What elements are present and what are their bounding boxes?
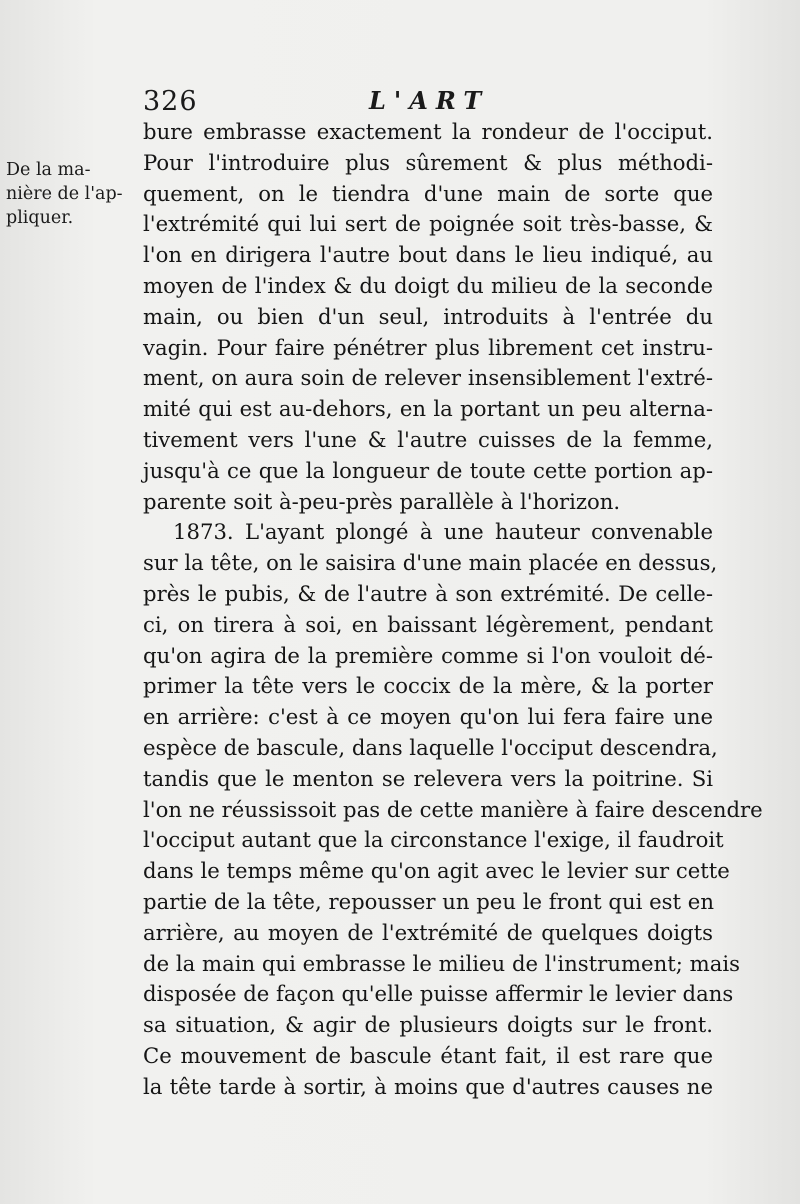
- margin-note-line: pliquer.: [6, 208, 74, 228]
- text-line: de la main qui embrasse le milieu de l'instrument; mais: [143, 950, 740, 976]
- text-line: l'occiput autant que la circonstance l'exige, il faudroit: [143, 827, 724, 853]
- margin-note-line: nière de l'ap-: [6, 184, 123, 204]
- paragraph-start-line: 1873. L'ayant plongé à une hauteur convenable: [173, 519, 713, 545]
- text-line: ci, on tirera à soi, en baissant légèrement, pendant: [143, 611, 713, 637]
- text-line: Ce mouvement de bascule étant fait, il est rare que: [143, 1042, 713, 1068]
- text-line: main, ou bien d'un seul, introduits à l'entrée du: [143, 303, 713, 329]
- text-line: parente soit à-peu-près parallèle à l'horizon.: [143, 488, 621, 514]
- text-line: en arrière: c'est à ce moyen qu'on lui fera faire une: [143, 704, 713, 730]
- page-number: 326: [143, 86, 198, 117]
- text-line: ment, on aura soin de relever insensiblement l'extré-: [143, 365, 713, 391]
- text-line: quement, on le tiendra d'une main de sorte que: [143, 180, 713, 206]
- text-line: bure embrasse exactement la rondeur de l'occiput.: [143, 119, 713, 144]
- text-line: mité qui est au-dehors, en la portant un peu alterna-: [143, 396, 713, 422]
- text-line: qu'on agira de la première comme si l'on vouloit dé-: [143, 642, 713, 668]
- margin-note: [6, 158, 148, 230]
- text-line: disposée de façon qu'elle puisse affermir le levier dans: [143, 981, 734, 1007]
- text-line: sur la tête, on le saisira d'une main placée en dessus,: [143, 550, 718, 576]
- body-text: [143, 117, 763, 1103]
- text-line: tivement vers l'une & l'autre cuisses de la femme,: [143, 426, 713, 452]
- text-line: sa situation, & agir de plusieurs doigts sur le front.: [143, 1012, 713, 1038]
- text-line: primer la tête vers le coccix de la mère, & la porter: [143, 673, 713, 699]
- text-line: partie de la tête, repousser un peu le front qui est en: [143, 888, 714, 914]
- text-line: près le pubis, & de l'autre à son extrémité. De celle-: [143, 580, 713, 606]
- text-line: dans le temps même qu'on agit avec le levier sur cette: [143, 858, 730, 884]
- text-line: l'on ne réussissoit pas de cette manière à faire descendre: [143, 796, 763, 822]
- text-line: moyen de l'index & du doigt du milieu de la seconde: [143, 272, 713, 298]
- text-line: l'extrémité qui lui sert de poignée soit très-basse, &: [143, 211, 713, 237]
- text-line: arrière, au moyen de l'extrémité de quelques doigts: [143, 919, 713, 945]
- text-line: l'on en dirigera l'autre bout dans le lieu indiqué, au: [143, 242, 713, 268]
- text-line: Pour l'introduire plus sûrement & plus méthodi-: [143, 149, 713, 175]
- margin-note-line: De la ma-: [6, 160, 91, 180]
- text-line: vagin. Pour faire pénétrer plus librement cet instru-: [143, 334, 713, 360]
- text-line: jusqu'à ce que la longueur de toute cette portion ap-: [143, 457, 713, 483]
- text-line: espèce de bascule, dans laquelle l'occiput descendra,: [143, 734, 718, 760]
- text-line: tandis que le menton se relevera vers la poitrine. Si: [143, 765, 713, 791]
- text-line: la tête tarde à sortir, à moins que d'autres causes ne: [143, 1073, 713, 1099]
- running-head: L'ART: [369, 86, 490, 115]
